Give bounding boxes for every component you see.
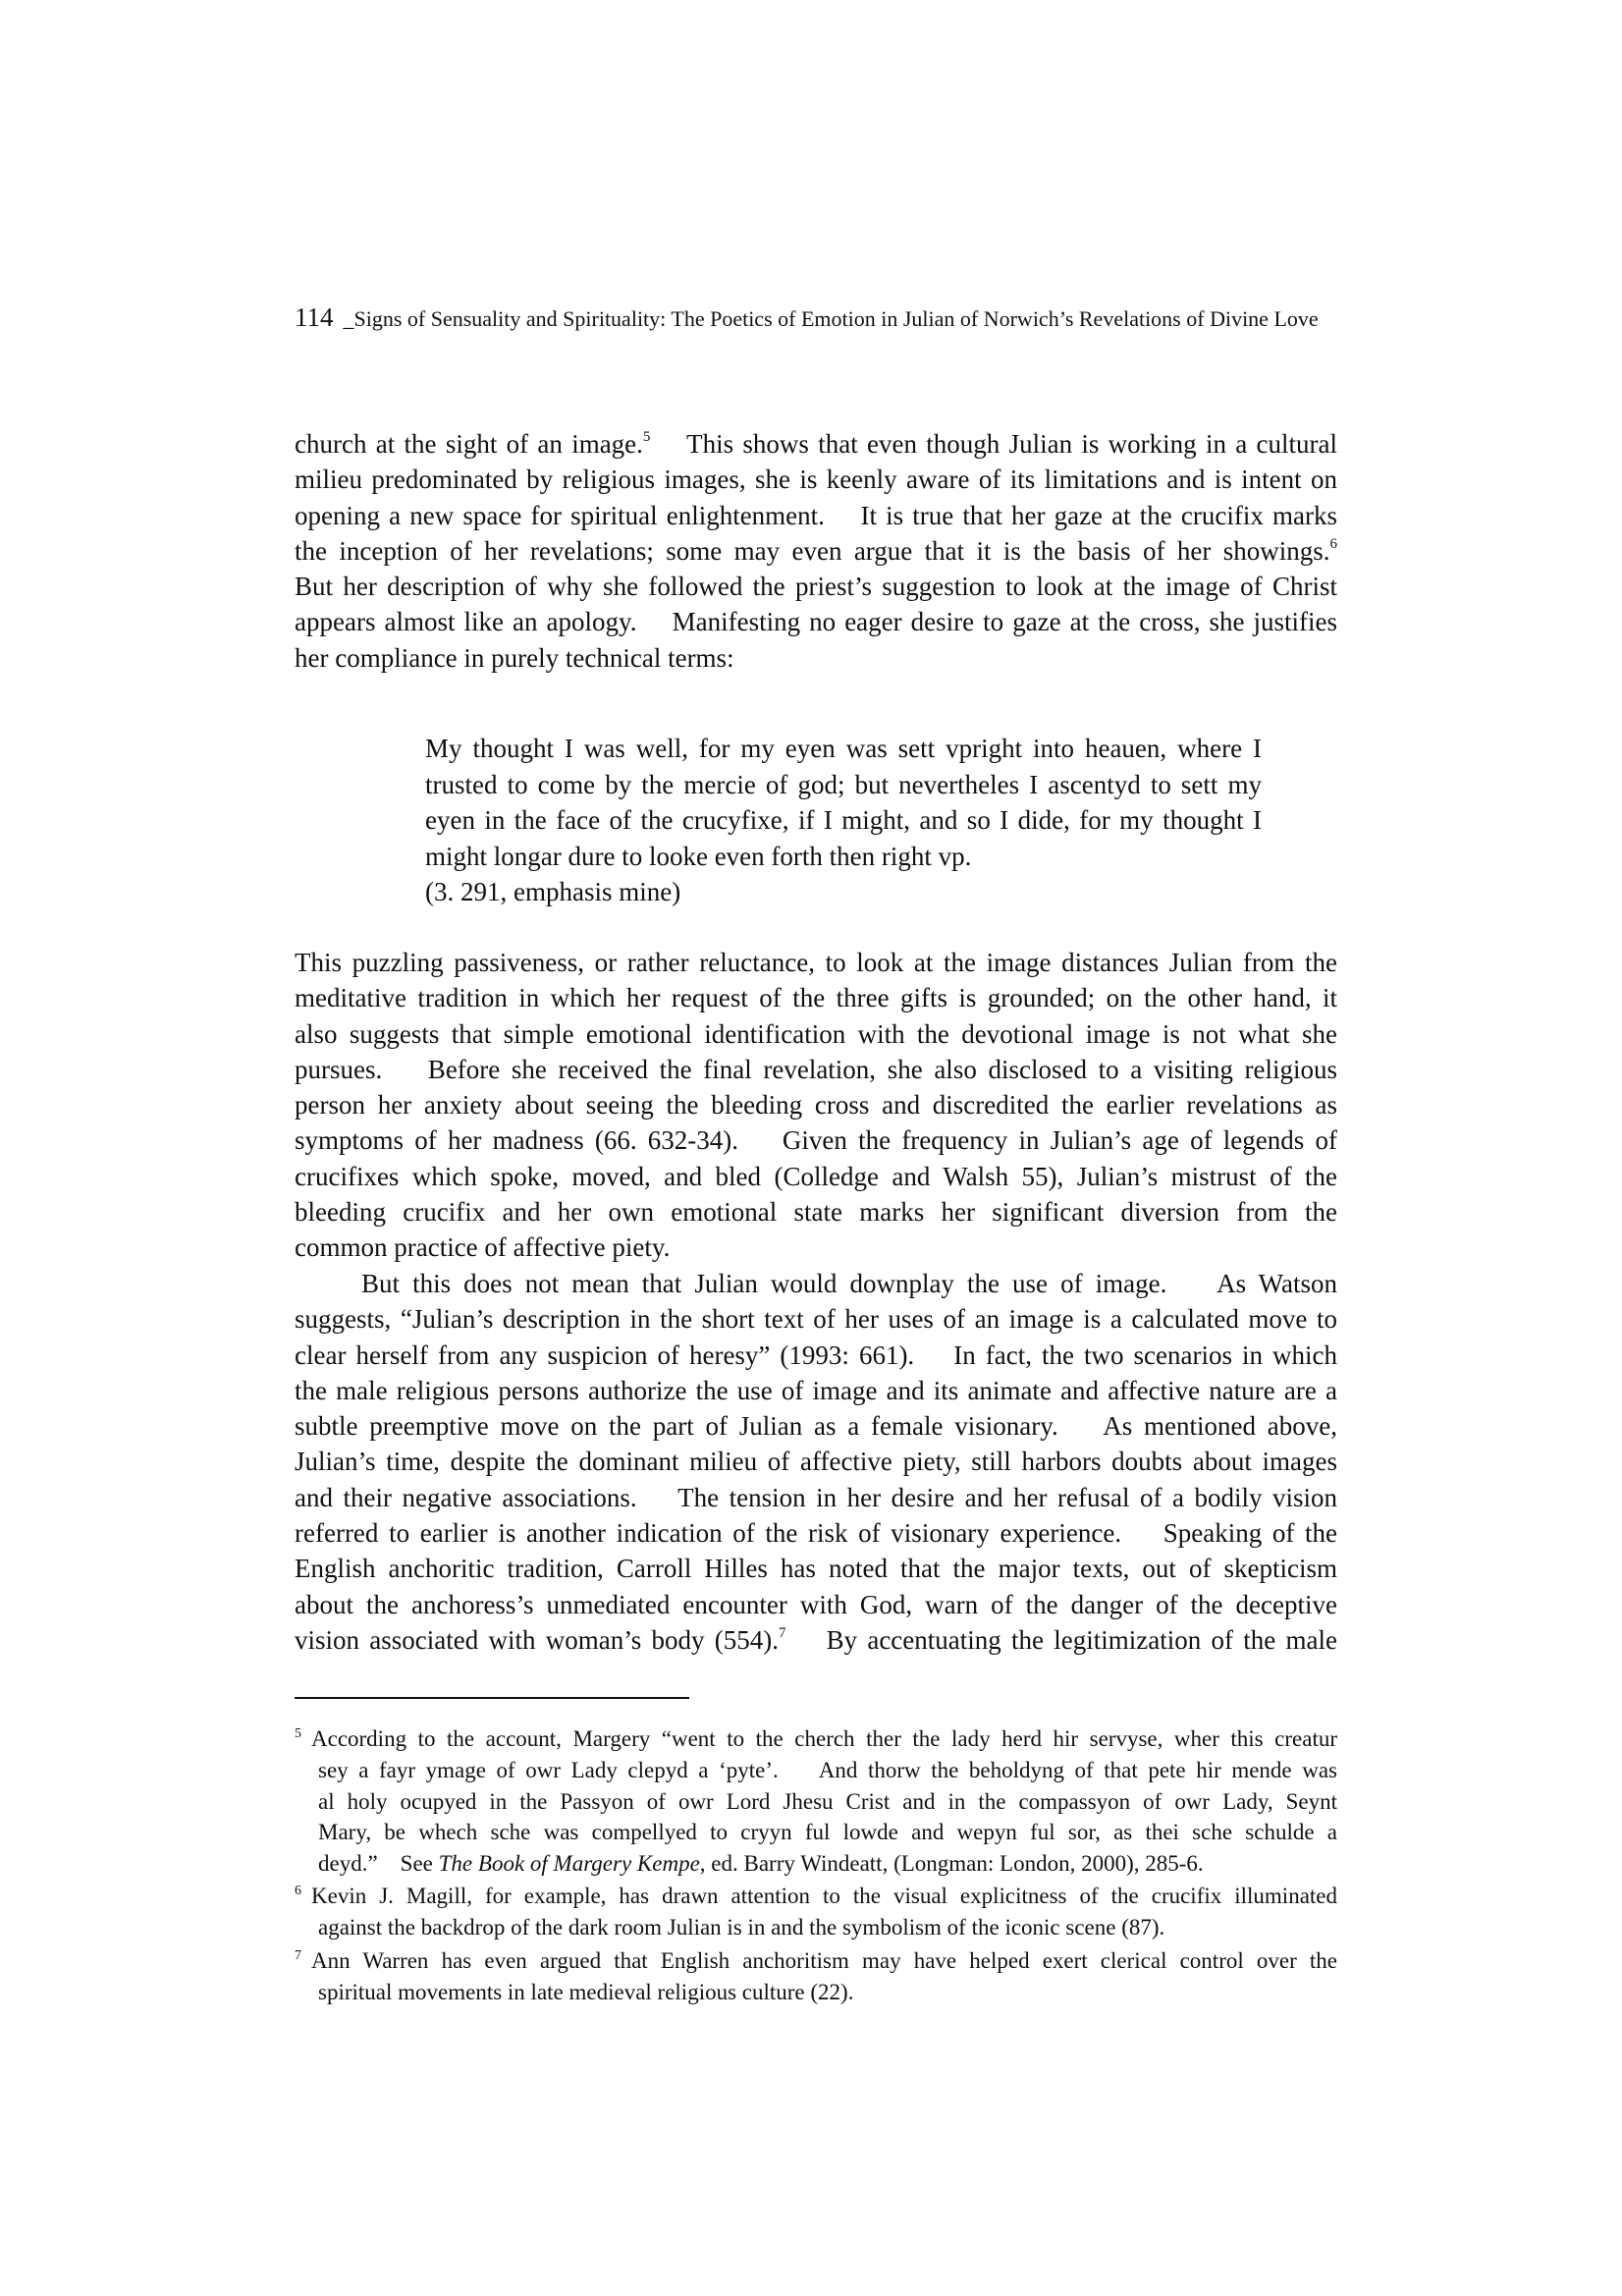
quote-line: eyen in the face of the crucyfixe, if I might, and so I dide, for my thought I [425,805,1262,835]
text-line: But her description of why she followed the priest’s suggestion to look at the image of Christ [295,572,1337,602]
text-line: meditative tradition in which her request of the three gifts is grounded; on the other hand, it [295,983,1337,1013]
text-line: also suggests that simple emotional identification with the devotional image is not what she [295,1018,1337,1049]
text-line: bleeding crucifix and her own emotional state marks her significant diversion from the [295,1197,1337,1228]
footnote-line [295,1876,1337,1912]
text-line: appears almost like an apology. Manifesting no eager desire to gaze at the cross, she justifies [295,607,1337,637]
paragraph-1 [295,426,1337,676]
block-quote [425,731,1262,910]
text-line: clear herself from any suspicion of heresy” (1993: 661). In fact, the two scenarios in which [295,1339,1337,1370]
text-line: suggests, “Julian’s description in the short text of her uses of an image is a calculated move to [295,1304,1337,1335]
quote-line: might longar dure to looke even forth then right vp. [425,841,972,871]
running-header [295,302,1335,333]
text-line: crucifixes which spoke, moved, and bled (Colledge and Walsh 55), Julian’s mistrust of the [295,1161,1337,1191]
footnote-7 [295,1941,1337,2008]
footnote-line: spiritual movements in late medieval religious culture (22). [318,1979,854,2004]
text-run: Kevin J. Magill, for example, has drawn attention to the visual explicitness of the crucifix illuminated [311,1884,1337,1908]
running-title: _Signs of Sensuality and Spirituality: The Poetics of Emotion in Julian of Norwich’s Revelations of Divine Love [343,306,1319,331]
text-line [295,533,1337,569]
footnote-ref-5[interactable]: 5 [642,429,651,445]
quote-line: trusted to come by the mercie of god; but nevertheles I ascentyd to sett my [425,769,1262,799]
text-run: According to the account, Margery “went to the cherch ther the lady herd hir servyse, wher this creatur [311,1726,1337,1751]
footnote-number: 5 [295,1726,301,1741]
footnote-line: sey a fayr ymage of owr Lady clepyd a ‘pyte’. And thorw the beholdyng of that pete hir mende was [318,1757,1337,1782]
footnote-5 [295,1719,1337,1880]
footnote-6 [295,1876,1337,1943]
text-line: common practice of affective piety. [295,1232,671,1263]
text-line: milieu predominated by religious images, she is keenly aware of its limitations and is intent on [295,465,1337,495]
footnote-line: Mary, be whech sche was compellyed to cryyn ful lowde and wepyn ful sor, as thei sche schulde a [318,1820,1337,1845]
text-run: deyd.” See [318,1851,439,1877]
quote-line: My thought I was well, for my eyen was sett vpright into heauen, where I [425,734,1262,763]
footnote-divider [295,1697,689,1699]
text-line: subtle preemptive move on the part of Julian as a female visionary. As mentioned above, [295,1411,1337,1442]
footnote-line: against the backdrop of the dark room Julian is in and the symbolism of the iconic scene (87). [318,1914,1165,1940]
text-line: her compliance in purely technical terms: [295,642,734,673]
text-run: , ed. Barry Windeatt, (Longman: London, 2000), 285-6. [699,1851,1204,1877]
paragraph-2 [295,945,1337,1266]
text-line [295,426,1337,462]
page-number: 114 [295,302,334,332]
text-line [295,1622,1337,1658]
text-line: person her anxiety about seeing the bleeding cross and discredited the earlier revelations as [295,1090,1337,1121]
text-line: opening a new space for spiritual enlightenment. It is true that her gaze at the crucifix marks [295,500,1337,530]
book-title: The Book of Margery Kempe [438,1851,700,1877]
footnote-line [295,1719,1337,1755]
text-run: the inception of her revelations; some may even argue that it is the basis of her showings. [295,535,1330,566]
text-line: the male religious persons authorize the use of image and its animate and affective nature are a [295,1375,1337,1405]
footnote-number: 7 [295,1948,301,1963]
paragraph-3 [295,1266,1337,1658]
footnote-number: 6 [295,1884,301,1898]
text-run: Ann Warren has even argued that English anchoritism may have helped exert clerical control over the [311,1948,1337,1973]
text-line: But this does not mean that Julian would downplay the use of image. As Watson [361,1269,1337,1298]
footnote-line: al holy ocupyed in the Passyon of owr Lord Jhesu Crist and in the compassyon of owr Lady, Seynt [318,1788,1337,1814]
text-line: English anchoritic tradition, Carroll Hilles has noted that the major texts, out of skepticism [295,1554,1337,1584]
footnote-line [295,1941,1337,1977]
text-line: about the anchoress’s unmediated encounter with God, warn of the danger of the deceptive [295,1589,1337,1619]
text-run: By accentuating the legitimization of the male [785,1624,1337,1655]
text-line: and their negative associations. The tension in her desire and her refusal of a bodily vision [295,1482,1337,1512]
text-line: referred to earlier is another indication of the risk of visionary experience. Speaking of the [295,1518,1337,1549]
text-line: symptoms of her madness (66. 632-34). Given the frequency in Julian’s age of legends of [295,1125,1337,1156]
text-line: This puzzling passiveness, or rather reluctance, to look at the image distances Julian from the [295,948,1337,977]
text-line: pursues. Before she received the final revelation, she also disclosed to a visiting religious [295,1054,1337,1084]
text-line: Julian’s time, despite the dominant milieu of affective piety, still harbors doubts about images [295,1447,1337,1477]
text-run: This shows that even though Julian is working in a cultural [650,429,1337,459]
quote-citation: (3. 291, emphasis mine) [425,877,681,906]
footnote-ref-7[interactable]: 7 [779,1624,786,1641]
text-run: vision associated with woman’s body (554). [295,1624,780,1655]
text-run: church at the sight of an image. [295,429,643,459]
footnote-ref-6[interactable]: 6 [1329,535,1337,552]
